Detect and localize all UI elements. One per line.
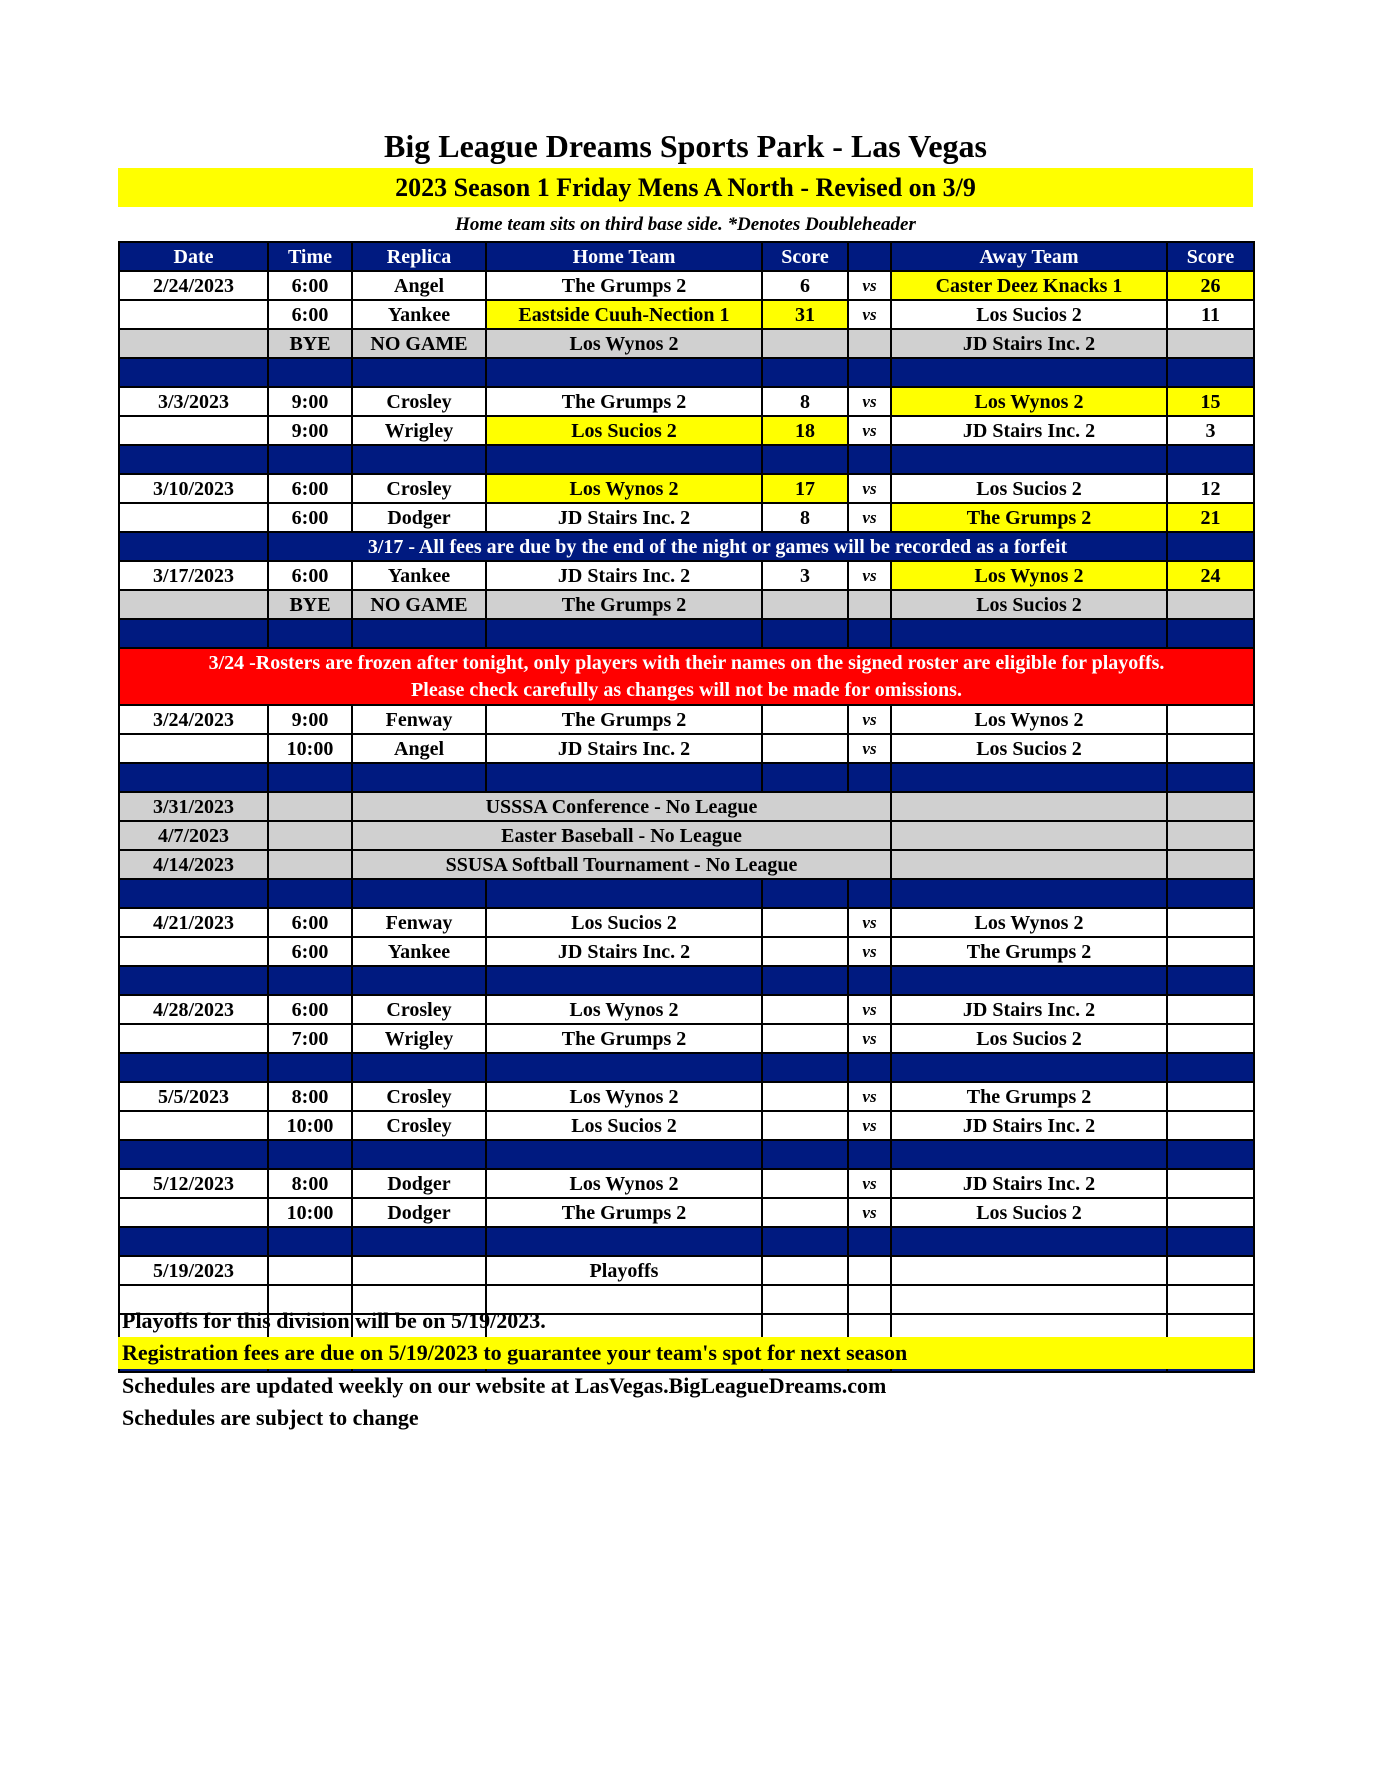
cell-away: Los Wynos 2 (891, 561, 1167, 590)
cell-home-score (762, 937, 848, 966)
cell-date (119, 329, 268, 358)
table-header (119, 242, 1254, 271)
separator-row (119, 445, 1254, 474)
cell-date: 5/12/2023 (119, 1169, 268, 1198)
cell-time: 8:00 (268, 1082, 352, 1111)
cell-away: JD Stairs Inc. 2 (891, 416, 1167, 445)
notice-rosters-line1: 3/24 -Rosters are frozen after tonight, only players with their names on the signed roster are eligible for playoffs. (208, 651, 1165, 674)
cell-home-score (762, 1024, 848, 1053)
cell-replica: Crosley (352, 474, 486, 503)
cell-vs: vs (848, 561, 891, 590)
cell-date: 5/19/2023 (119, 1256, 268, 1285)
cell-vs (848, 590, 891, 619)
cell-date (119, 1111, 268, 1140)
cell-away-score: 15 (1167, 387, 1254, 416)
header-home-team: Home Team (486, 242, 762, 271)
cell-away: Los Sucios 2 (891, 734, 1167, 763)
cell-home-score (762, 734, 848, 763)
footer-playoffs-note: Playoffs for this division will be on 5/19/2023. (122, 1308, 546, 1333)
cell-time: 6:00 (268, 908, 352, 937)
footer-website-note: Schedules are updated weekly on our website at LasVegas.BigLeagueDreams.com (122, 1373, 887, 1398)
cell-date (119, 416, 268, 445)
cell-date: 2/24/2023 (119, 271, 268, 300)
header-away-score: Score (1167, 242, 1254, 271)
cell-replica: Dodger (352, 1169, 486, 1198)
cell-no-league: USSSA Conference - No League (352, 792, 891, 821)
cell-home-score (762, 590, 848, 619)
cell-away-score (1167, 734, 1254, 763)
cell-replica: NO GAME (352, 590, 486, 619)
cell-replica: Wrigley (352, 416, 486, 445)
cell-time: 6:00 (268, 271, 352, 300)
cell-away-score: 24 (1167, 561, 1254, 590)
no-league-row (119, 821, 1254, 850)
cell-away-score (1167, 590, 1254, 619)
cell-vs: vs (848, 1082, 891, 1111)
cell-time: BYE (268, 329, 352, 358)
notice-fees: 3/17 - All fees are due by the end of the night or games will be recorded as a forfeit (268, 532, 1167, 561)
cell-vs: vs (848, 1111, 891, 1140)
cell-date: 3/24/2023 (119, 705, 268, 734)
cell-time: 9:00 (268, 387, 352, 416)
cell-away-score (1167, 1198, 1254, 1227)
cell-home-score (762, 1082, 848, 1111)
cell-no-league: SSUSA Softball Tournament - No League (352, 850, 891, 879)
cell-replica: Yankee (352, 937, 486, 966)
cell-away-score (1167, 937, 1254, 966)
cell-away-score: 21 (1167, 503, 1254, 532)
cell-replica: Angel (352, 271, 486, 300)
cell-away-score: 12 (1167, 474, 1254, 503)
cell-home: Los Wynos 2 (486, 329, 762, 358)
no-league-row (119, 850, 1254, 879)
cell-away-score: 26 (1167, 271, 1254, 300)
cell-vs: vs (848, 1169, 891, 1198)
page-title: Big League Dreams Sports Park - Las Vegas (384, 128, 987, 164)
cell-replica: Fenway (352, 908, 486, 937)
cell-away-score (1167, 329, 1254, 358)
cell-time: 6:00 (268, 995, 352, 1024)
cell-away: The Grumps 2 (891, 1082, 1167, 1111)
cell-home-score (762, 995, 848, 1024)
cell-home-score (762, 705, 848, 734)
cell-away-score (1167, 705, 1254, 734)
table-row (119, 908, 1254, 937)
cell-home-score (762, 1169, 848, 1198)
cell-vs: vs (848, 995, 891, 1024)
cell-time: 10:00 (268, 1111, 352, 1140)
cell-no-league: Easter Baseball - No League (352, 821, 891, 850)
cell-date (119, 503, 268, 532)
cell-away: Los Sucios 2 (891, 474, 1167, 503)
cell-home: The Grumps 2 (486, 1024, 762, 1053)
cell-home-score: 3 (762, 561, 848, 590)
playoffs-row (119, 1256, 1254, 1285)
cell-away-score: 3 (1167, 416, 1254, 445)
cell-home: The Grumps 2 (486, 705, 762, 734)
cell-time: 9:00 (268, 416, 352, 445)
cell-date (119, 734, 268, 763)
cell-time: 8:00 (268, 1169, 352, 1198)
cell-time: 6:00 (268, 474, 352, 503)
cell-away-score (1167, 1111, 1254, 1140)
cell-home-score: 18 (762, 416, 848, 445)
notice-rosters-row (119, 648, 1254, 705)
cell-date (119, 1198, 268, 1227)
cell-vs: vs (848, 300, 891, 329)
cell-time: 9:00 (268, 705, 352, 734)
separator-row (119, 358, 1254, 387)
cell-home-score (762, 1198, 848, 1227)
table-row (119, 416, 1254, 445)
cell-home: Los Wynos 2 (486, 1169, 762, 1198)
cell-away: Caster Deez Knacks 1 (891, 271, 1167, 300)
cell-vs: vs (848, 908, 891, 937)
cell-away: JD Stairs Inc. 2 (891, 1169, 1167, 1198)
cell-replica: Wrigley (352, 1024, 486, 1053)
notice-rosters-line2: Please check carefully as changes will not be made for omissions. (411, 678, 962, 701)
cell-away: Los Sucios 2 (891, 590, 1167, 619)
cell-home-score (762, 908, 848, 937)
cell-vs: vs (848, 705, 891, 734)
table-row (119, 1198, 1254, 1227)
cell-away-score (1167, 1024, 1254, 1053)
cell-home-score: 8 (762, 503, 848, 532)
cell-away-score (1167, 908, 1254, 937)
cell-home-score: 31 (762, 300, 848, 329)
cell-away-score (1167, 1082, 1254, 1111)
cell-away-score (1167, 1169, 1254, 1198)
separator-row (119, 619, 1254, 648)
cell-replica: Yankee (352, 300, 486, 329)
cell-date: 4/14/2023 (119, 850, 268, 879)
table-row (119, 474, 1254, 503)
cell-date: 3/17/2023 (119, 561, 268, 590)
cell-replica: Crosley (352, 1111, 486, 1140)
cell-home: JD Stairs Inc. 2 (486, 937, 762, 966)
table-row (119, 705, 1254, 734)
cell-away: Los Sucios 2 (891, 1024, 1167, 1053)
separator-row (119, 1140, 1254, 1169)
cell-date: 3/31/2023 (119, 792, 268, 821)
header-date: Date (119, 242, 268, 271)
cell-home: The Grumps 2 (486, 1198, 762, 1227)
table-row (119, 1082, 1254, 1111)
cell-home: Los Wynos 2 (486, 1082, 762, 1111)
no-league-row (119, 792, 1254, 821)
table-row (119, 1024, 1254, 1053)
schedule-table (118, 241, 1253, 1301)
cell-replica: Yankee (352, 561, 486, 590)
table-row (119, 734, 1254, 763)
cell-date: 3/3/2023 (119, 387, 268, 416)
cell-away: Los Wynos 2 (891, 387, 1167, 416)
table-row (119, 995, 1254, 1024)
cell-home: Eastside Cuuh-Nection 1 (486, 300, 762, 329)
table-row (119, 590, 1254, 619)
cell-replica: Crosley (352, 387, 486, 416)
table-row (119, 300, 1254, 329)
cell-time: 6:00 (268, 561, 352, 590)
cell-away: JD Stairs Inc. 2 (891, 1111, 1167, 1140)
cell-time: 10:00 (268, 1198, 352, 1227)
cell-replica: Dodger (352, 503, 486, 532)
separator-row (119, 966, 1254, 995)
cell-vs: vs (848, 503, 891, 532)
cell-home: JD Stairs Inc. 2 (486, 734, 762, 763)
cell-away-score (1167, 995, 1254, 1024)
cell-home-score: 6 (762, 271, 848, 300)
notice-rosters (119, 648, 1254, 705)
cell-home: Los Sucios 2 (486, 416, 762, 445)
cell-home: JD Stairs Inc. 2 (486, 503, 762, 532)
cell-date: 4/28/2023 (119, 995, 268, 1024)
cell-away: JD Stairs Inc. 2 (891, 995, 1167, 1024)
cell-time: 6:00 (268, 503, 352, 532)
cell-away: JD Stairs Inc. 2 (891, 329, 1167, 358)
cell-vs: vs (848, 474, 891, 503)
footer-change-note: Schedules are subject to change (122, 1405, 419, 1430)
cell-home-score (762, 1111, 848, 1140)
cell-home: Los Wynos 2 (486, 995, 762, 1024)
table-row (119, 1111, 1254, 1140)
cell-date (119, 1024, 268, 1053)
seating-note: Home team sits on third base side. *Denotes Doubleheader (455, 214, 916, 235)
table-row (119, 503, 1254, 532)
cell-time: 6:00 (268, 937, 352, 966)
cell-time: 10:00 (268, 734, 352, 763)
table-row (119, 561, 1254, 590)
cell-vs: vs (848, 387, 891, 416)
table-row (119, 1169, 1254, 1198)
cell-vs: vs (848, 734, 891, 763)
cell-date: 4/21/2023 (119, 908, 268, 937)
cell-date (119, 590, 268, 619)
separator-row (119, 763, 1254, 792)
cell-home: Los Sucios 2 (486, 908, 762, 937)
header-home-score: Score (762, 242, 848, 271)
cell-vs: vs (848, 271, 891, 300)
cell-date: 4/7/2023 (119, 821, 268, 850)
cell-vs: vs (848, 1198, 891, 1227)
cell-home: The Grumps 2 (486, 590, 762, 619)
table-row (119, 329, 1254, 358)
cell-time: BYE (268, 590, 352, 619)
footer-registration-note: Registration fees are due on 5/19/2023 to guarantee your team's spot for next season (118, 1337, 1253, 1369)
cell-home-score: 8 (762, 387, 848, 416)
cell-away-score: 11 (1167, 300, 1254, 329)
cell-time: 6:00 (268, 300, 352, 329)
cell-date (119, 937, 268, 966)
table-row (119, 271, 1254, 300)
cell-away: The Grumps 2 (891, 503, 1167, 532)
header-time: Time (268, 242, 352, 271)
cell-replica: Dodger (352, 1198, 486, 1227)
cell-home: The Grumps 2 (486, 387, 762, 416)
cell-away: Los Sucios 2 (891, 1198, 1167, 1227)
cell-replica: Crosley (352, 995, 486, 1024)
cell-home: Los Sucios 2 (486, 1111, 762, 1140)
cell-away: Los Sucios 2 (891, 300, 1167, 329)
cell-time: 7:00 (268, 1024, 352, 1053)
cell-vs (848, 329, 891, 358)
cell-replica: Angel (352, 734, 486, 763)
cell-replica: NO GAME (352, 329, 486, 358)
cell-away: Los Wynos 2 (891, 705, 1167, 734)
cell-home-score (762, 329, 848, 358)
cell-home: Los Wynos 2 (486, 474, 762, 503)
header-away-team: Away Team (891, 242, 1167, 271)
cell-replica: Crosley (352, 1082, 486, 1111)
cell-away: Los Wynos 2 (891, 908, 1167, 937)
cell-vs: vs (848, 937, 891, 966)
cell-home: The Grumps 2 (486, 271, 762, 300)
separator-row (119, 879, 1254, 908)
cell-date: 5/5/2023 (119, 1082, 268, 1111)
cell-playoffs: Playoffs (486, 1256, 762, 1285)
header-replica: Replica (352, 242, 486, 271)
cell-replica: Fenway (352, 705, 486, 734)
header-vs (848, 242, 891, 271)
cell-home: JD Stairs Inc. 2 (486, 561, 762, 590)
cell-home-score: 17 (762, 474, 848, 503)
separator-row (119, 1227, 1254, 1256)
notice-fees-row (119, 532, 1254, 561)
cell-away: The Grumps 2 (891, 937, 1167, 966)
page-subtitle: 2023 Season 1 Friday Mens A North - Revised on 3/9 (118, 168, 1253, 207)
cell-date: 3/10/2023 (119, 474, 268, 503)
table-row (119, 937, 1254, 966)
cell-vs: vs (848, 1024, 891, 1053)
table-row (119, 387, 1254, 416)
cell-date (119, 300, 268, 329)
cell-vs: vs (848, 416, 891, 445)
separator-row (119, 1053, 1254, 1082)
